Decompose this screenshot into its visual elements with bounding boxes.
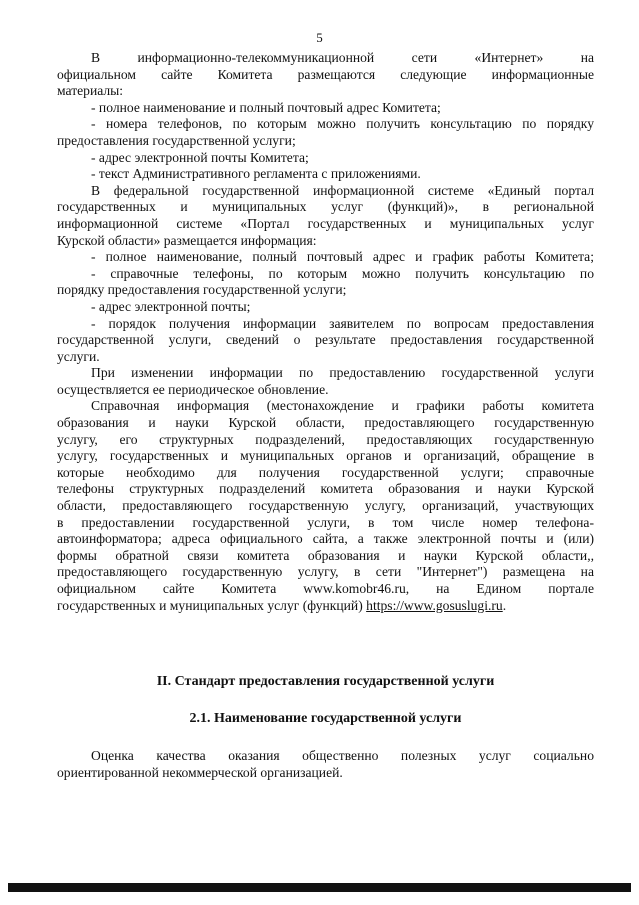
document-body [57,50,594,781]
text-line: государственных и муниципальных услуг (функций) [57,597,363,613]
text-line: При изменении информации по предоставлению государственной услуги [91,365,594,381]
text-line: Курской области» размещается информация: [57,232,317,248]
text-line: информационной системе «Портал государственных и муниципальных услуг [57,215,594,231]
text-line: формы обратной связи комитета образования и науки Курской области,, [57,547,594,563]
text-line: - адрес электронной почты Комитета; [91,149,309,165]
text-line: - порядок получения информации заявителем по вопросам предоставления [91,315,594,331]
text-line: автоинформатора; адреса официального сайта, а также электронной почты и (или) [57,531,594,547]
text-line: образования и науки Курской области, предоставляющего государственную [57,415,594,431]
text-line: услуги. [57,348,100,364]
text-line: которые необходимо для получения государственной услуги; справочные [57,464,594,480]
spacer [57,614,594,674]
text-line: официальном сайте Комитета www.komobr46.ru, на Едином портале [57,581,594,596]
text-line: официальном сайте Комитета размещаются следующие информационные [57,66,594,82]
spacer [57,691,594,711]
spacer [57,728,594,748]
text-line-with-link [57,598,594,615]
text-line: - адрес электронной почты; [91,298,251,314]
section-heading: II. Стандарт предоставления государственной услуги [156,674,495,690]
gosuslugi-link[interactable]: https://www.gosuslugi.ru [366,597,503,613]
text-line: осуществляется ее периодическое обновление. [57,381,329,397]
text-line: телефоны структурных подразделений комитета образования и науки Курской [57,481,594,497]
link-suffix: . [502,597,507,613]
text-line: услугу, государственных и муниципальных органов и организаций, обращение в [57,448,594,464]
text-line: - справочные телефоны, по которым можно получить консультацию по [91,265,594,281]
scan-edge-bar [8,883,631,892]
text-line: - полное наименование и полный почтовый адрес Комитета; [91,99,441,115]
text-line: материалы: [57,83,124,99]
text-line: - текст Административного регламента с приложениями. [91,166,421,182]
text-line: Оценка качества оказания общественно полезных услуг социально [91,748,594,764]
text-line: предоставляющего государственную услугу, в сети "Интернет") размещена на [57,564,594,580]
text-line: Справочная информация (местонахождение и графики работы комитета [91,398,594,414]
text-line: порядку предоставления государственной услуги; [57,282,347,298]
text-line: В федеральной государственной информационной системе «Единый портал [91,182,594,198]
text-line: - полное наименование, полный почтовый адрес и график работы Комитета; [91,249,594,265]
text-line: государственной услуги, сведений о результате предоставления государственной [57,332,594,348]
page-number: 5 [316,30,323,45]
subsection-heading: 2.1. Наименование государственной услуги [189,711,462,727]
text-line: в предоставлении государственной услуги, в том числе номер телефона- [57,514,594,530]
text-line: области, предоставляющего государственную услугу, организаций, участвующих [57,498,594,514]
text-line: ориентированной некоммерческой организацией. [57,764,343,780]
text-line: - номера телефонов, по которым можно получить консультацию по порядку [91,116,594,132]
text-line: государственных и муниципальных услуг (функций)», в региональной [57,199,594,215]
text-line: услугу, его структурных подразделений, предоставляющих государственную [57,431,594,447]
text-line: предоставления государственной услуги; [57,132,296,148]
text-line: В информационно-телекоммуникационной сети «Интернет» на [91,50,594,65]
